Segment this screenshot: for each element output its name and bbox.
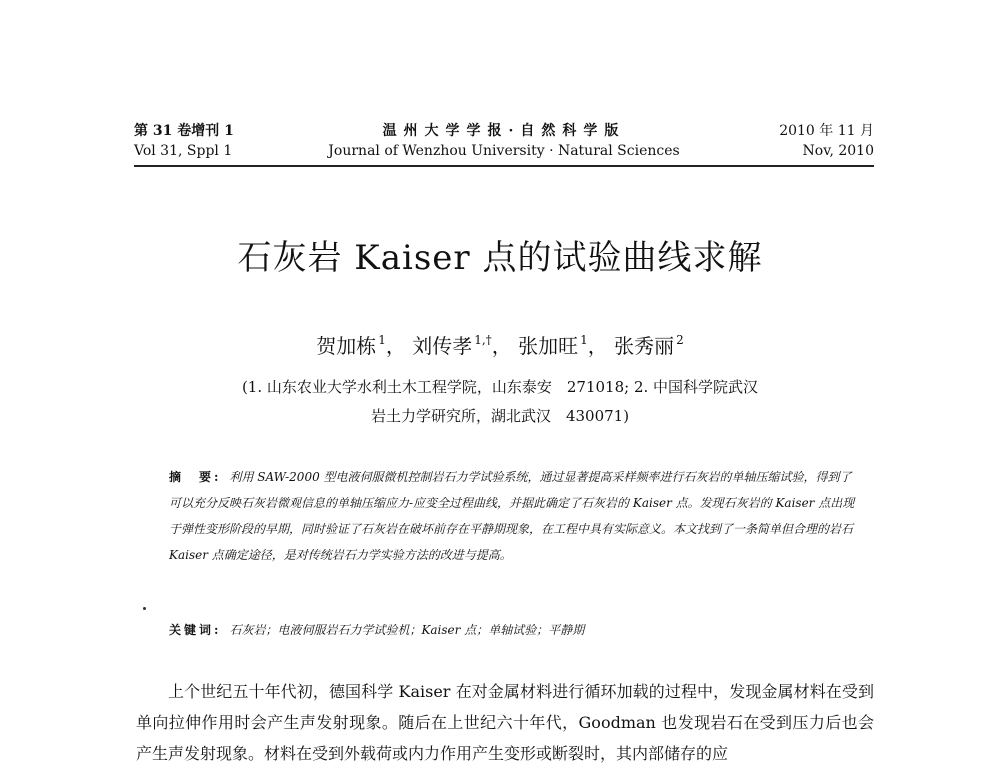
affiliation-line: (1. 山东农业大学水利土木工程学院，山东泰安 271018; 2. 中国科学院武汉 (241, 378, 759, 396)
volume-cn: 第 31 卷增刊 1 (134, 123, 234, 139)
date-en: Nov, 2010 (802, 143, 874, 159)
author-name: 刘传孝 (412, 334, 473, 358)
keywords-label: 关键词: (169, 623, 222, 637)
journal-name-en: Journal of Wenzhou University · Natural Sciences (328, 143, 680, 159)
date-cn: 2010 年 11 月 (779, 123, 874, 139)
affiliation-block (0, 373, 1000, 431)
author-affiliation-mark: 1 (378, 333, 386, 347)
author-name: 张加旺 (518, 334, 579, 358)
keywords (169, 619, 859, 641)
journal-name (134, 121, 874, 161)
affiliation-line: 岩土力学研究所，湖北武汉 430071) (370, 407, 630, 425)
journal-name-cn: 温州大学学报·自然科学版 (382, 123, 626, 139)
author-affiliation-mark: 1,† (474, 333, 492, 347)
volume-en: Vol 31, Sppl 1 (134, 143, 233, 159)
keywords-text: 石灰岩；电液伺服岩石力学试验机；Kaiser 点；单轴试验；平静期 (229, 623, 585, 637)
paper-title: 石灰岩 Kaiser 点的试验曲线求解 (237, 238, 763, 278)
abstract-text: 利用 SAW-2000 型电液伺服微机控制岩石力学试验系统，通过显著提高采样频率进行石灰岩的单轴压缩试验，得到了可以充分反映石灰岩微观信息的单轴压缩应力-应变全过程曲线，并据此确定了石灰岩的 Kaiser 点。发现石灰岩的 Kaiser 点出现于弹性变形阶段的早期，同时验证了石灰岩在破坏前存在平静期现象，在工程中具有实际意义。本文找到了一条简单但合理的岩石 Kaiser 点确定途径，是对传统岩石力学实验方法的改进与提高。 (169, 470, 855, 562)
author-list (0, 326, 1000, 360)
author-name: 张秀丽 (614, 334, 675, 358)
header-rule (134, 165, 874, 167)
author-separator: ， (587, 334, 608, 358)
margin-mark (143, 607, 146, 610)
author-affiliation-mark: 1 (580, 333, 588, 347)
body-paragraph: 上个世纪五十年代初，德国科学 Kaiser 在对金属材料进行循环加载的过程中，发现金属材料在受到单向拉伸作用时会产生声发射现象。随后在上世纪六十年代，Goodman 也发现岩石在受到压力后也会产生声发射现象。材料在受到外载荷或内力作用产生变形或断裂时，其内部储存的应 (136, 682, 874, 763)
author-separator: ， (491, 334, 512, 358)
abstract-label: 摘 要: (169, 470, 222, 484)
author-affiliation-mark: 2 (676, 333, 684, 347)
author-separator: ， (385, 334, 406, 358)
journal-header (134, 121, 874, 165)
abstract (169, 464, 859, 568)
author-name: 贺加栋 (316, 334, 377, 358)
publication-date (779, 121, 874, 161)
